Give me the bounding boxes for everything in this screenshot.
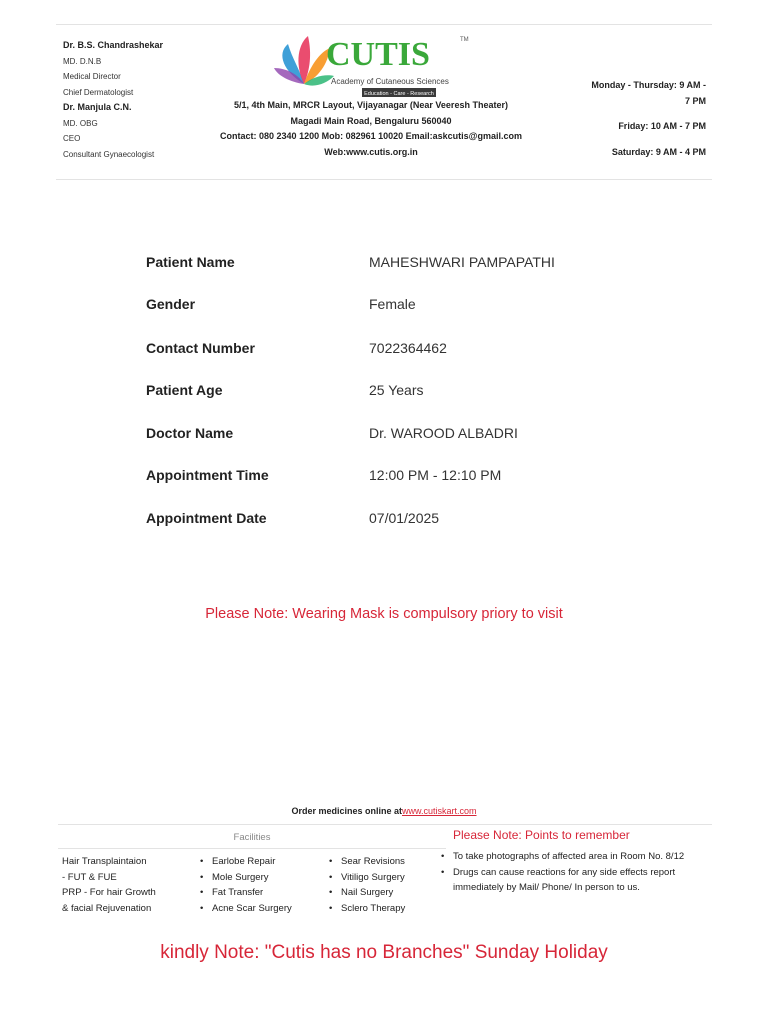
point-item: • Drugs can cause reactions for any side effects report immediately by Mail/ Phone/ In person to us. xyxy=(441,865,711,896)
facility-item: • Fat Transfer xyxy=(200,885,292,901)
facilities-divider xyxy=(58,848,446,849)
address-line: 5/1, 4th Main, MRCR Layout, Vijayanagar (Near Veeresh Theater) xyxy=(234,100,508,110)
logo-subtitle: Academy of Cutaneous Sciences xyxy=(331,77,449,86)
facility-item: - FUT & FUE xyxy=(62,871,117,883)
cutiskart-link[interactable]: www.cutiskart.com xyxy=(402,806,477,816)
address-line: Magadi Main Road, Bengaluru 560040 xyxy=(290,115,452,126)
order-medicines-line xyxy=(0,806,768,816)
appointment-date-value: 07/01/2025 xyxy=(369,510,440,526)
facility-item: • Earlobe Repair xyxy=(200,854,292,870)
facilities-column-1 xyxy=(62,854,182,917)
facility-item: • Acne Scar Surgery xyxy=(200,901,292,917)
order-text: Order medicines online at xyxy=(291,806,402,816)
field-label: Contact Number xyxy=(146,340,255,356)
field-label: Doctor Name xyxy=(146,425,234,441)
field-label: Patient Name xyxy=(146,254,235,270)
patient-age-value: 25 Years xyxy=(369,382,424,398)
doctor-name: Dr. Manjula C.N. xyxy=(63,102,132,112)
patient-name-value: MAHESHWARI PAMPAPATHI xyxy=(369,254,555,270)
hours-saturday: Saturday: 9 AM - 4 PM xyxy=(611,146,706,157)
contact-number-row xyxy=(146,340,646,360)
facility-item: • Sear Revisions xyxy=(329,854,405,870)
cutis-logo-mark xyxy=(274,32,474,98)
point-item: • To take photographs of affected area in Room No. 8/12 xyxy=(441,849,711,865)
facility-item: • Vitiligo Surgery xyxy=(329,870,405,886)
field-label: Patient Age xyxy=(146,382,223,398)
gender-value: Female xyxy=(369,296,416,312)
doctor-name-value: Dr. WAROOD ALBADRI xyxy=(369,425,518,441)
doctor-name: Dr. B.S. Chandrashekar xyxy=(63,40,164,50)
top-divider xyxy=(56,24,712,25)
facility-item: • Mole Surgery xyxy=(200,870,292,886)
patient-name-row xyxy=(146,254,646,274)
cutis-logo xyxy=(274,32,474,98)
field-label: Appointment Date xyxy=(146,510,267,526)
logo-wordmark: CUTIS xyxy=(326,36,430,73)
contact-number-value: 7022364462 xyxy=(369,340,447,356)
branches-note: kindly Note: "Cutis has no Branches" Sunday Holiday xyxy=(160,942,608,963)
doctors-block xyxy=(63,38,213,162)
facility-item: PRP - For hair Growth xyxy=(62,887,156,899)
field-label: Gender xyxy=(146,296,196,312)
appointment-time-value: 12:00 PM - 12:10 PM xyxy=(369,467,502,483)
facility-item: • Sclero Therapy xyxy=(329,901,405,917)
doctor-role: Consultant Gynaecologist xyxy=(63,149,155,159)
contact-line: Contact: 080 2340 1200 Mob: 082961 10020 Email:askcutis@gmail.com xyxy=(220,131,522,141)
facility-item: Hair Transplaintaion xyxy=(62,856,147,867)
mask-note: Please Note: Wearing Mask is compulsory priory to visit xyxy=(205,606,563,622)
hours-weekdays-end: 7 PM xyxy=(684,95,706,106)
clinic-hours xyxy=(574,78,706,160)
points-list xyxy=(441,849,711,896)
doctor-name-row xyxy=(146,425,646,445)
website-line: Web:www.cutis.org.in xyxy=(324,146,418,157)
field-label: Appointment Time xyxy=(146,467,269,483)
footer-divider xyxy=(58,824,712,825)
doctor-qualification: MD. OBG xyxy=(63,118,98,128)
facility-item: & facial Rejuvenation xyxy=(62,903,152,915)
doctor-title: CEO xyxy=(63,134,81,143)
appointment-time-row xyxy=(146,467,646,487)
patient-age-row xyxy=(146,382,646,402)
logo-tagline: Education - Care - Research xyxy=(364,91,434,97)
facilities-column-2 xyxy=(200,854,292,917)
doctor-role: Chief Dermatologist xyxy=(63,87,134,97)
gender-row xyxy=(146,296,646,316)
trademark-mark: TM xyxy=(460,37,469,43)
doctor-qualification: MD. D.N.B xyxy=(63,56,102,66)
facilities-title: Facilities xyxy=(233,832,271,843)
header-divider xyxy=(56,179,712,180)
clinic-address xyxy=(196,98,546,160)
hours-weekdays: Monday - Thursday: 9 AM - xyxy=(591,80,706,90)
doctor-title: Medical Director xyxy=(63,72,121,81)
appointment-date-row xyxy=(146,510,646,530)
facility-item: • Nail Surgery xyxy=(329,885,405,901)
points-title: Please Note: Points to remember xyxy=(453,828,630,842)
facilities-column-3 xyxy=(329,854,405,917)
hours-friday: Friday: 10 AM - 7 PM xyxy=(618,121,706,131)
